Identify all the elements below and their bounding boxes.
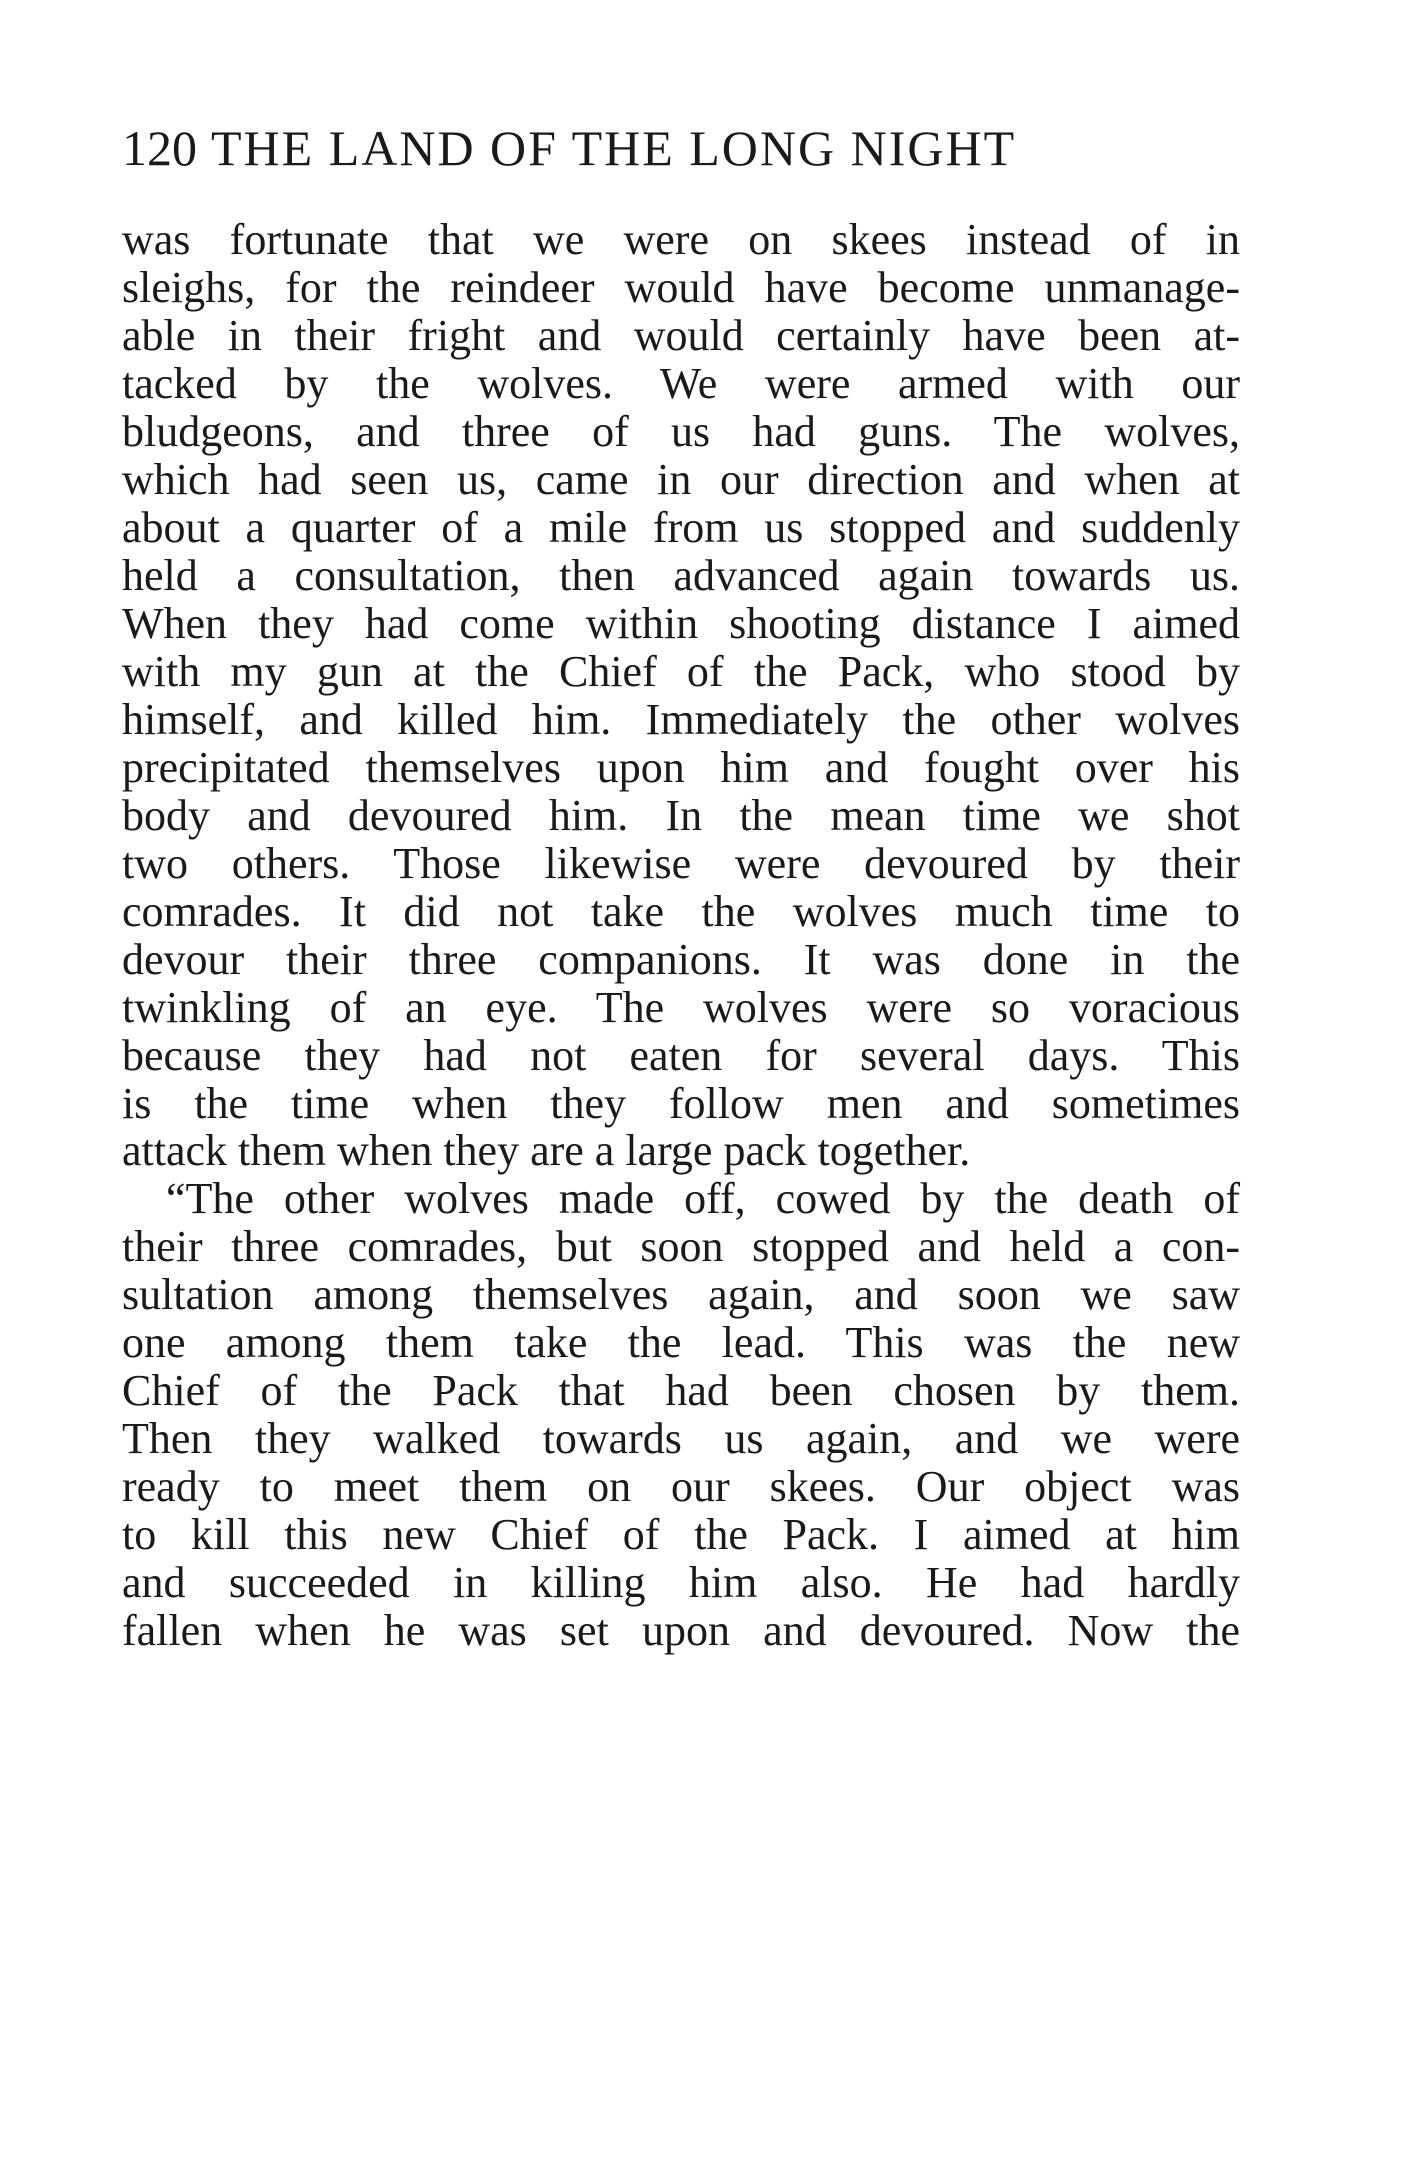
text-line: sultation among themselves again, and soon we saw xyxy=(122,1270,1240,1319)
text-line: sleighs, for the reindeer would have become unmanage- xyxy=(122,263,1240,312)
text-line: Chief of the Pack that had been chosen by them. xyxy=(122,1366,1240,1415)
page-number: 120 xyxy=(122,120,197,176)
text-line: Then they walked towards us again, and we were xyxy=(122,1414,1240,1463)
text-line: tacked by the wolves. We were armed with our xyxy=(122,359,1240,408)
text-line: precipitated themselves upon him and fought over his xyxy=(122,743,1240,792)
text-line: able in their fright and would certainly have been at- xyxy=(122,311,1240,360)
text-line: is the time when they follow men and sometimes xyxy=(122,1079,1240,1128)
text-line: comrades. It did not take the wolves much time to xyxy=(122,887,1240,936)
text-line: bludgeons, and three of us had guns. The wolves, xyxy=(122,407,1240,456)
text-line: about a quarter of a mile from us stopped and suddenly xyxy=(122,503,1240,552)
text-line: twinkling of an eye. The wolves were so voracious xyxy=(122,983,1240,1032)
text-line: held a consultation, then advanced again towards us. xyxy=(122,551,1240,600)
text-line: body and devoured him. In the mean time we shot xyxy=(122,791,1240,840)
text-line: attack them when they are a large pack together. xyxy=(122,1126,971,1175)
text-line: two others. Those likewise were devoured by their xyxy=(122,839,1240,888)
text-line: himself, and killed him. Immediately the other wolves xyxy=(122,695,1240,744)
text-line: with my gun at the Chief of the Pack, who stood by xyxy=(122,647,1240,696)
text-line: When they had come within shooting distance I aimed xyxy=(122,599,1240,648)
text-line: devour their three companions. It was done in the xyxy=(122,935,1240,984)
text-line: which had seen us, came in our direction and when at xyxy=(122,455,1240,504)
text-line: “The other wolves made off, cowed by the death of xyxy=(166,1174,1240,1223)
text-line: to kill this new Chief of the Pack. I aimed at him xyxy=(122,1510,1240,1559)
text-line: because they had not eaten for several days. This xyxy=(122,1031,1240,1080)
text-line: ready to meet them on our skees. Our object was xyxy=(122,1462,1240,1511)
text-line: fallen when he was set upon and devoured. Now the xyxy=(122,1606,1240,1655)
running-title: THE LAND OF THE LONG NIGHT xyxy=(211,120,1017,176)
text-line: one among them take the lead. This was the new xyxy=(122,1318,1240,1367)
running-header xyxy=(122,118,1240,178)
text-line: their three comrades, but soon stopped and held a con- xyxy=(122,1222,1240,1271)
text-line: and succeeded in killing him also. He had hardly xyxy=(122,1558,1240,1607)
text-line: was fortunate that we were on skees instead of in xyxy=(122,215,1240,264)
